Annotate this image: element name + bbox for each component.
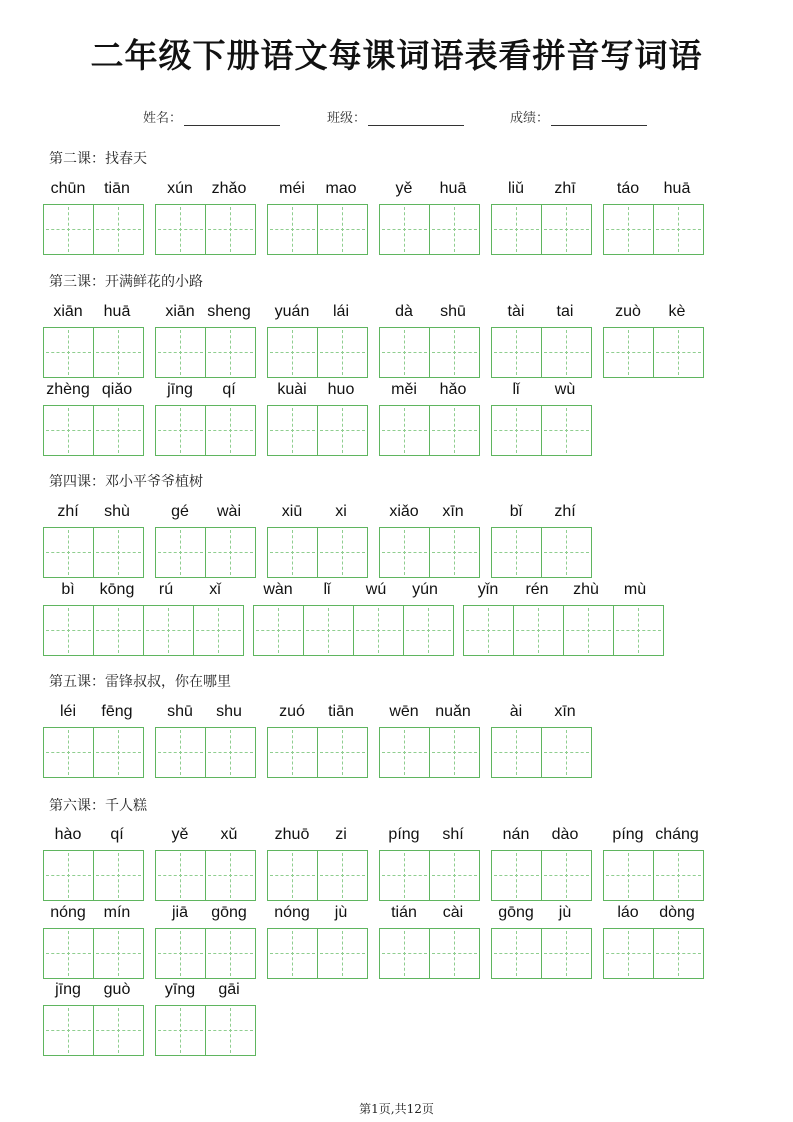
name-blank xyxy=(184,113,280,126)
writing-boxes xyxy=(491,850,591,900)
tianzige-cell[interactable] xyxy=(541,850,592,901)
pinyin-syllable: nán xyxy=(502,826,530,843)
writing-boxes xyxy=(267,727,367,777)
tianzige-cell[interactable] xyxy=(93,928,144,979)
tianzige-cell[interactable] xyxy=(429,405,480,456)
tianzige-cell[interactable] xyxy=(317,527,368,578)
writing-boxes xyxy=(155,1005,255,1055)
pinyin-syllable: tài xyxy=(507,303,525,320)
pinyin-syllable: mín xyxy=(103,904,131,921)
tianzige-cell[interactable] xyxy=(379,204,430,255)
tianzige-cell[interactable] xyxy=(563,605,614,656)
tianzige-cell[interactable] xyxy=(205,850,256,901)
writing-boxes xyxy=(155,405,255,455)
score-label: 成绩： xyxy=(510,111,550,126)
tianzige-cell[interactable] xyxy=(429,527,480,578)
pinyin-syllable: yún xyxy=(412,581,438,598)
tianzige-cell[interactable] xyxy=(93,527,144,578)
tianzige-cell[interactable] xyxy=(43,327,94,378)
pinyin-syllable: jù xyxy=(558,904,572,921)
score-blank xyxy=(551,113,647,126)
writing-boxes xyxy=(491,327,591,377)
lesson-title: 第三课：开满鲜花的小路 xyxy=(49,274,203,290)
tianzige-cell[interactable] xyxy=(193,605,244,656)
pinyin-syllable: wù xyxy=(554,381,576,398)
writing-boxes xyxy=(43,327,143,377)
tianzige-cell[interactable] xyxy=(93,850,144,901)
writing-boxes xyxy=(267,527,367,577)
writing-boxes xyxy=(379,727,479,777)
writing-boxes xyxy=(155,527,255,577)
writing-boxes xyxy=(379,850,479,900)
pinyin-syllable: qí xyxy=(110,826,124,843)
tianzige-cell[interactable] xyxy=(513,605,564,656)
pinyin-syllable: zhù xyxy=(573,581,599,598)
pinyin-syllable: xi xyxy=(335,503,347,520)
pinyin-syllable: xǔ xyxy=(220,826,238,843)
tianzige-cell[interactable] xyxy=(267,327,318,378)
pinyin-syllable: nóng xyxy=(274,904,310,921)
pinyin-syllable: zhuō xyxy=(274,826,310,843)
tianzige-cell[interactable] xyxy=(253,605,304,656)
pinyin-syllable: cài xyxy=(442,904,464,921)
tianzige-cell[interactable] xyxy=(317,405,368,456)
writing-boxes xyxy=(155,327,255,377)
tianzige-cell[interactable] xyxy=(353,605,404,656)
pinyin-syllable: huā xyxy=(103,303,131,320)
writing-boxes xyxy=(267,928,367,978)
writing-boxes xyxy=(603,327,703,377)
writing-boxes xyxy=(379,405,479,455)
tianzige-cell[interactable] xyxy=(379,527,430,578)
tianzige-cell[interactable] xyxy=(379,928,430,979)
tianzige-cell[interactable] xyxy=(317,327,368,378)
tianzige-cell[interactable] xyxy=(93,327,144,378)
tianzige-cell[interactable] xyxy=(43,605,94,656)
pinyin-syllable: kuài xyxy=(277,381,307,398)
pinyin-syllable: měi xyxy=(391,381,417,398)
score-field xyxy=(510,107,647,126)
tianzige-cell[interactable] xyxy=(267,727,318,778)
pinyin-syllable: léi xyxy=(59,703,76,720)
pinyin-syllable: tiān xyxy=(328,703,354,720)
pinyin-syllable: láo xyxy=(617,904,639,921)
writing-boxes xyxy=(491,204,591,254)
writing-boxes xyxy=(463,605,663,655)
pinyin-syllable: gāi xyxy=(218,981,240,998)
pinyin-syllable: píng xyxy=(612,826,644,843)
pinyin-syllable: qiǎo xyxy=(101,381,133,398)
pinyin-syllable: huā xyxy=(439,180,467,197)
tianzige-cell[interactable] xyxy=(205,204,256,255)
pinyin-syllable: jù xyxy=(334,904,348,921)
pinyin-syllable: yǐn xyxy=(477,581,499,598)
pinyin-syllable: liǔ xyxy=(507,180,524,197)
writing-boxes xyxy=(155,727,255,777)
pinyin-syllable: zhǎo xyxy=(211,180,247,197)
pinyin-syllable: táo xyxy=(616,180,640,197)
tianzige-cell[interactable] xyxy=(491,405,542,456)
tianzige-cell[interactable] xyxy=(653,850,704,901)
pinyin-syllable: shu xyxy=(216,703,242,720)
writing-boxes xyxy=(379,928,479,978)
pinyin-syllable: gé xyxy=(171,503,189,520)
tianzige-cell[interactable] xyxy=(155,727,206,778)
pinyin-syllable: shù xyxy=(104,503,130,520)
name-label: 姓名： xyxy=(143,111,183,126)
pinyin-syllable: yě xyxy=(395,180,413,197)
pinyin-syllable: mao xyxy=(325,180,357,197)
tianzige-cell[interactable] xyxy=(267,850,318,901)
tianzige-cell[interactable] xyxy=(43,527,94,578)
pinyin-syllable: kè xyxy=(668,303,686,320)
pinyin-syllable: dào xyxy=(551,826,579,843)
writing-boxes xyxy=(43,928,143,978)
tianzige-cell[interactable] xyxy=(379,405,430,456)
writing-boxes xyxy=(155,850,255,900)
tianzige-cell[interactable] xyxy=(155,928,206,979)
writing-boxes xyxy=(267,850,367,900)
pinyin-syllable: dà xyxy=(395,303,413,320)
pinyin-syllable: bǐ xyxy=(509,503,523,520)
pinyin-syllable: zi xyxy=(335,826,347,843)
pinyin-syllable: zuò xyxy=(615,303,641,320)
pinyin-syllable: wú xyxy=(365,581,387,598)
writing-boxes xyxy=(603,850,703,900)
class-blank xyxy=(368,113,464,126)
tianzige-cell[interactable] xyxy=(93,605,144,656)
lesson-title: 第二课：找春天 xyxy=(49,151,147,167)
pinyin-syllable: zhí xyxy=(554,503,576,520)
pinyin-syllable: xīn xyxy=(554,703,576,720)
tianzige-cell[interactable] xyxy=(603,928,654,979)
pinyin-syllable: hào xyxy=(54,826,82,843)
tianzige-cell[interactable] xyxy=(429,327,480,378)
tianzige-cell[interactable] xyxy=(155,850,206,901)
tianzige-cell[interactable] xyxy=(491,727,542,778)
tianzige-cell[interactable] xyxy=(143,605,194,656)
tianzige-cell[interactable] xyxy=(603,327,654,378)
pinyin-syllable: zuó xyxy=(279,703,305,720)
pinyin-syllable: xiān xyxy=(165,303,195,320)
tianzige-cell[interactable] xyxy=(541,928,592,979)
pinyin-syllable: tián xyxy=(391,904,417,921)
pinyin-syllable: ài xyxy=(509,703,523,720)
pinyin-syllable: wàn xyxy=(263,581,293,598)
tianzige-cell[interactable] xyxy=(541,405,592,456)
writing-boxes xyxy=(603,928,703,978)
writing-boxes xyxy=(491,405,591,455)
writing-boxes xyxy=(603,204,703,254)
writing-boxes xyxy=(267,327,367,377)
tianzige-cell[interactable] xyxy=(541,327,592,378)
tianzige-cell[interactable] xyxy=(93,405,144,456)
tianzige-cell[interactable] xyxy=(613,605,664,656)
pinyin-syllable: wài xyxy=(216,503,241,520)
tianzige-cell[interactable] xyxy=(43,1005,94,1056)
tianzige-cell[interactable] xyxy=(429,928,480,979)
tianzige-cell[interactable] xyxy=(155,405,206,456)
worksheet-title: 二年级下册语文每课词语表看拼音写词语 xyxy=(90,36,703,75)
pinyin-syllable: xún xyxy=(167,180,193,197)
tianzige-cell[interactable] xyxy=(93,204,144,255)
tianzige-cell[interactable] xyxy=(379,327,430,378)
pinyin-syllable: xiǎo xyxy=(389,503,419,520)
writing-boxes xyxy=(155,928,255,978)
tianzige-cell[interactable] xyxy=(155,327,206,378)
tianzige-cell[interactable] xyxy=(541,527,592,578)
pinyin-syllable: kōng xyxy=(99,581,135,598)
tianzige-cell[interactable] xyxy=(205,327,256,378)
pinyin-syllable: méi xyxy=(279,180,305,197)
pinyin-syllable: yīng xyxy=(164,981,196,998)
pinyin-syllable: zhèng xyxy=(46,381,90,398)
writing-boxes xyxy=(491,928,591,978)
writing-boxes xyxy=(379,204,479,254)
tianzige-cell[interactable] xyxy=(155,1005,206,1056)
pinyin-syllable: lǐ xyxy=(323,581,331,598)
tianzige-cell[interactable] xyxy=(205,1005,256,1056)
tianzige-cell[interactable] xyxy=(653,928,704,979)
pinyin-syllable: nuǎn xyxy=(435,703,471,720)
tianzige-cell[interactable] xyxy=(491,204,542,255)
tianzige-cell[interactable] xyxy=(155,204,206,255)
tianzige-cell[interactable] xyxy=(155,527,206,578)
tianzige-cell[interactable] xyxy=(491,527,542,578)
pinyin-syllable: guò xyxy=(103,981,131,998)
writing-boxes xyxy=(43,405,143,455)
tianzige-cell[interactable] xyxy=(653,327,704,378)
pinyin-syllable: mù xyxy=(623,581,647,598)
tianzige-cell[interactable] xyxy=(317,928,368,979)
pinyin-syllable: shū xyxy=(440,303,466,320)
tianzige-cell[interactable] xyxy=(267,204,318,255)
pinyin-syllable: xīn xyxy=(442,503,464,520)
pinyin-syllable: lǐ xyxy=(512,381,520,398)
pinyin-syllable: yuán xyxy=(274,303,310,320)
tianzige-cell[interactable] xyxy=(403,605,454,656)
tianzige-cell[interactable] xyxy=(205,727,256,778)
tianzige-cell[interactable] xyxy=(603,204,654,255)
writing-boxes xyxy=(253,605,453,655)
tianzige-cell[interactable] xyxy=(267,405,318,456)
tianzige-cell[interactable] xyxy=(317,204,368,255)
tianzige-cell[interactable] xyxy=(429,204,480,255)
pinyin-syllable: wēn xyxy=(389,703,419,720)
pinyin-syllable: rú xyxy=(158,581,174,598)
tianzige-cell[interactable] xyxy=(43,204,94,255)
writing-boxes xyxy=(43,527,143,577)
name-field xyxy=(143,107,280,126)
lesson-title: 第五课：雷锋叔叔，你在哪里 xyxy=(49,674,231,690)
pinyin-syllable: chūn xyxy=(50,180,86,197)
pinyin-syllable: cháng xyxy=(655,826,699,843)
pinyin-syllable: xiān xyxy=(53,303,83,320)
tianzige-cell[interactable] xyxy=(43,405,94,456)
tianzige-cell[interactable] xyxy=(541,727,592,778)
writing-boxes xyxy=(379,527,479,577)
pinyin-syllable: gōng xyxy=(498,904,534,921)
pinyin-syllable: huo xyxy=(327,381,355,398)
tianzige-cell[interactable] xyxy=(491,850,542,901)
writing-boxes xyxy=(379,327,479,377)
pinyin-syllable: nóng xyxy=(50,904,86,921)
pinyin-syllable: hǎo xyxy=(439,381,467,398)
pinyin-syllable: bì xyxy=(61,581,75,598)
page-footer: 第1页,共12页 xyxy=(359,1102,434,1116)
class-field xyxy=(327,107,464,126)
tianzige-cell[interactable] xyxy=(317,727,368,778)
pinyin-syllable: lái xyxy=(332,303,349,320)
pinyin-syllable: dòng xyxy=(659,904,695,921)
tianzige-cell[interactable] xyxy=(205,405,256,456)
pinyin-syllable: shū xyxy=(167,703,193,720)
tianzige-cell[interactable] xyxy=(43,928,94,979)
lesson-title: 第四课：邓小平爷爷植树 xyxy=(49,474,203,490)
pinyin-syllable: sheng xyxy=(207,303,251,320)
tianzige-cell[interactable] xyxy=(541,204,592,255)
writing-boxes xyxy=(43,727,143,777)
tianzige-cell[interactable] xyxy=(317,850,368,901)
tianzige-cell[interactable] xyxy=(653,204,704,255)
writing-boxes xyxy=(43,204,143,254)
writing-boxes xyxy=(43,1005,143,1055)
writing-boxes xyxy=(43,605,243,655)
pinyin-syllable: xǐ xyxy=(209,581,221,598)
tianzige-cell[interactable] xyxy=(429,727,480,778)
writing-boxes xyxy=(155,204,255,254)
pinyin-syllable: jīng xyxy=(55,981,81,998)
pinyin-syllable: xiū xyxy=(281,503,303,520)
pinyin-syllable: píng xyxy=(388,826,420,843)
tianzige-cell[interactable] xyxy=(463,605,514,656)
pinyin-syllable: jīng xyxy=(167,381,193,398)
pinyin-syllable: rén xyxy=(525,581,549,598)
tianzige-cell[interactable] xyxy=(43,727,94,778)
tianzige-cell[interactable] xyxy=(43,850,94,901)
writing-boxes xyxy=(43,850,143,900)
pinyin-syllable: tiān xyxy=(104,180,130,197)
pinyin-syllable: jiā xyxy=(171,904,188,921)
pinyin-syllable: qí xyxy=(222,381,236,398)
pinyin-syllable: shí xyxy=(442,826,464,843)
pinyin-syllable: zhí xyxy=(57,503,79,520)
tianzige-cell[interactable] xyxy=(93,727,144,778)
pinyin-syllable: zhī xyxy=(554,180,576,197)
pinyin-syllable: tai xyxy=(556,303,574,320)
lesson-title: 第六课：千人糕 xyxy=(49,798,147,814)
tianzige-cell[interactable] xyxy=(303,605,354,656)
writing-boxes xyxy=(267,405,367,455)
pinyin-syllable: huā xyxy=(663,180,691,197)
tianzige-cell[interactable] xyxy=(491,928,542,979)
pinyin-syllable: gōng xyxy=(211,904,247,921)
tianzige-cell[interactable] xyxy=(205,928,256,979)
tianzige-cell[interactable] xyxy=(603,850,654,901)
writing-boxes xyxy=(267,204,367,254)
writing-boxes xyxy=(491,527,591,577)
pinyin-syllable: fēng xyxy=(101,703,133,720)
tianzige-cell[interactable] xyxy=(429,850,480,901)
tianzige-cell[interactable] xyxy=(379,850,430,901)
tianzige-cell[interactable] xyxy=(267,928,318,979)
tianzige-cell[interactable] xyxy=(267,527,318,578)
tianzige-cell[interactable] xyxy=(379,727,430,778)
tianzige-cell[interactable] xyxy=(93,1005,144,1056)
tianzige-cell[interactable] xyxy=(491,327,542,378)
writing-boxes xyxy=(491,727,591,777)
pinyin-syllable: yě xyxy=(171,826,189,843)
class-label: 班级： xyxy=(327,111,367,126)
tianzige-cell[interactable] xyxy=(205,527,256,578)
